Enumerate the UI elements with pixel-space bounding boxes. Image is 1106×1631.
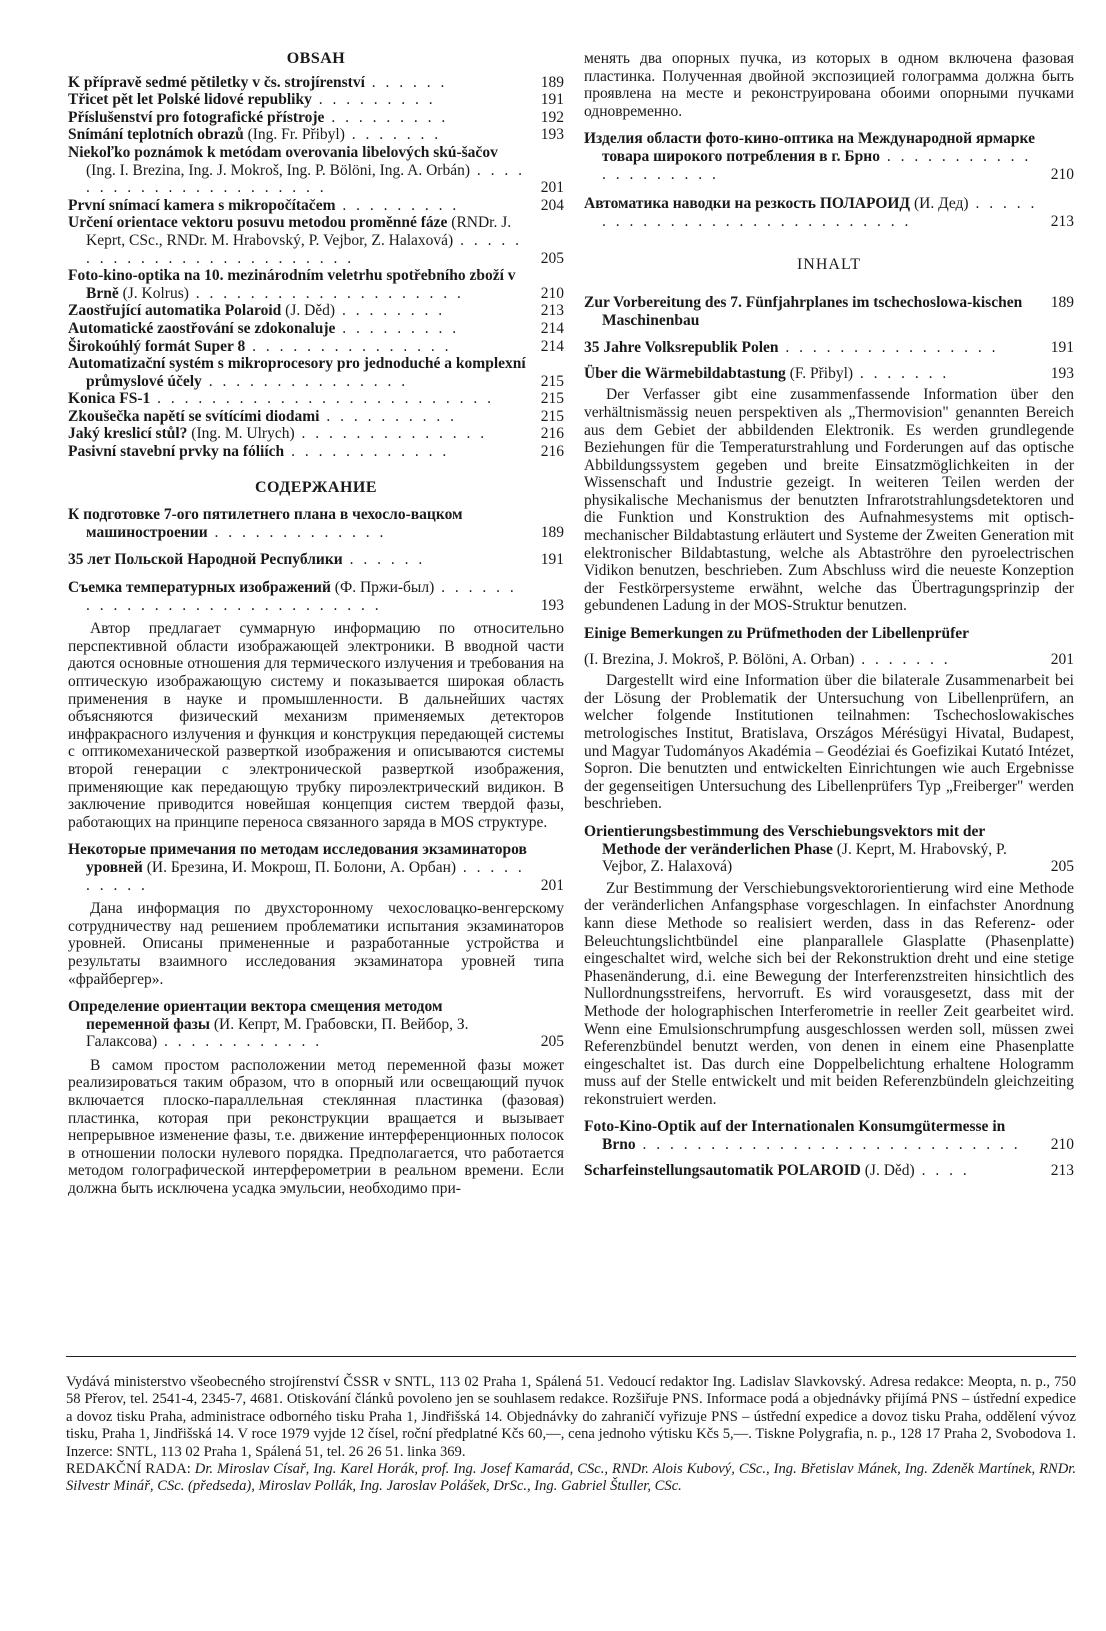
page-number: 213 <box>1050 1161 1074 1179</box>
ru-entry-authors: (И. Дед) <box>913 195 969 213</box>
de-entry-7 <box>584 1162 1074 1180</box>
leader-dots: . . . . . . . <box>344 126 442 144</box>
obsah-item <box>68 355 564 390</box>
ru-entry-4 <box>68 841 564 894</box>
obsah-item <box>68 144 564 197</box>
obsah-item <box>68 320 564 338</box>
ru-entry-title: Съемка температурных изображений <box>68 579 331 597</box>
ru-abstract-5: В самом простом расположении метод переменной фазы может реализироваться таким образом, что в опорный или освещающий пучок включается плоско-параллельная стеклянная пластинка (фазовая) пластинка, которая при реконструкции вращается и вызывает непрерывное изменение фазы, т.е. движение интерференционных полосок в отношении полоски нулевого порядка. Предполагается, что работается методом голографической интерферометрии в реальном времени. Если должна быть исключена усадка эмульсии, необходимо при- <box>68 1056 564 1198</box>
de-entry-title: Einige Bemerkungen zu Prüfmethoden der Libellenprüfer <box>584 625 970 643</box>
obsah-item <box>68 408 564 426</box>
obsah-item-title: Zaostřující automatika Polaroid <box>68 302 282 320</box>
de-abstract-4: Dargestellt wird eine Information über die bilaterale Zusammenarbeit bei der Lösung der Problematik der Untersuchung von Libellenprüfern, an welcher folgende Institutionen teilnahmen: Tschechoslowakisches metrologisches Institut, Bratislava, Országos Mérésügyi Hivatal, Budapest, und Magyar Tudományos Akadémia – Geodéziai és Goefizikai Kutató Intézet, Sopron. Die benutzten und entwickelten Einrichtungen wie auch Ergebnisse der gegenseitigen Untersuchung des Libellenprüfers Typ „Freiberger" werden beschrieben. <box>584 672 1074 813</box>
editorial-board <box>66 1461 1076 1496</box>
page-number: 193 <box>540 596 564 614</box>
obsah-item <box>68 338 564 356</box>
de-entry-title: Über die Wärmebildabtastung <box>584 364 786 382</box>
obsah-item <box>68 267 564 302</box>
page-number: 215 <box>540 407 564 425</box>
page-number: 201 <box>1050 650 1074 668</box>
ru-entry-7 <box>584 195 1074 230</box>
leader-dots: . . . . . . . . . . . . . . . . . . . . . . . . . <box>150 390 494 408</box>
leader-dots: . . . . . . . . <box>335 302 446 320</box>
ru-entry-title: 35 лет Польской Народной Республики <box>68 551 343 569</box>
right-column <box>584 50 1074 1179</box>
page-number: 193 <box>1050 364 1074 382</box>
obsah-item-authors: (J. Děd) <box>285 302 336 320</box>
obsah-item <box>68 74 564 92</box>
page-number: 215 <box>540 372 564 390</box>
de-entry-title: Foto-Kino-Optik auf der Internationalen Konsumgütermesse in Brno <box>584 1118 1006 1154</box>
de-entry-title: Scharfeinstellungsautomatik POLAROID <box>584 1161 861 1179</box>
page-number: 201 <box>540 179 564 197</box>
leader-dots: . . . . . . . . . . . . . . . . . . . . <box>602 147 1032 183</box>
de-entry-3 <box>584 365 1074 383</box>
de-entry-authors: (I. Brezina, J. Mokroš, P. Bölöni, A. Orban) <box>584 650 855 668</box>
obsah-item-title: Širokoúhlý formát Super 8 <box>68 337 246 355</box>
leader-dots: . . . . . . . . . . . . . <box>207 523 387 541</box>
obsah-item-title: Příslušenství pro fotografické přístroje <box>68 108 325 126</box>
page-number: 205 <box>1050 858 1074 876</box>
leader-dots: . . . . . . <box>342 551 426 569</box>
obsah-item-authors: (Ing. Fr. Přibyl) <box>247 126 345 144</box>
obsah-item-title: Pasivní stavební prvky na fóliích <box>68 443 285 461</box>
soderzhanie-heading: СОДЕРЖАНИЕ <box>254 478 378 496</box>
page-number: 205 <box>540 1033 564 1051</box>
page-number: 191 <box>540 551 564 569</box>
obsah-item <box>68 91 564 109</box>
leader-dots: . . . . . . . . . . . . . . . . . . . . . . . . . . . . <box>635 1136 1021 1154</box>
obsah-item-title: Třicet pět let Polské lidové republiky <box>68 91 312 109</box>
de-entry-4 <box>584 625 1074 668</box>
obsah-item-title: Foto-kino-optika na 10. mezinárodním veletrhu spotřebního zboží v Brně <box>68 267 516 302</box>
de-entry-authors: (J. Děd) <box>864 1161 915 1179</box>
obsah-item-title: Niekoľko poznámok k metódam overovania libelových skú-šačov <box>68 143 498 161</box>
editorial-board-members: Dr. Miroslav Císař, Ing. Karel Horák, prof. Ing. Josef Kamarád, CSc., RNDr. Alois Kubový, CSc., Ing. Břetislav Mánek, Ing. Zdeněk Martínek, RNDr. Silvestr Minář, CSc. (předseda), Miroslav Pollák, Ing. Jaroslav Polášek, DrSc., Ing. Gabriel Štuller, CSc. <box>66 1461 1077 1495</box>
ru-entry-1 <box>68 506 564 541</box>
de-abstract-3: Der Verfasser gibt eine zusammenfassende Information über den verhältnismässig neuen perspektiven als „Thermovision" genannten Bereich aus dem Gebiet der abbildenden Elektronik. Es werden grundlegende Beziehungen für die Temperaturstrahlung und Forderungen auf das optische Abbildungssystem gegeben und breite Einsatzmöglichkeiten in der Wissenschaft und Industrie gezeigt. In weiteren Teilen werden der physikalische Mechanismus der benutzten Infrarotstrahlungsdetektoren und die Funktion und Konstruktion des Aufnahmesystems mit optisch-mechanischer Bildabtastung erläutert und Systeme der Zweiten Generation mit elektronischer Bildabtastung, welche als Abtaströhre den pyroelectrischen Vidikon benutzen, beschrieben. Zum Abschluss wird die neueste Konzeption der Festkörpersysteme erwähnt, welche das Übertragungsprinzip der gebundenen Ladung in der MOS-Struktur benutzen. <box>584 386 1074 615</box>
leader-dots: . . . . . . . <box>854 650 951 668</box>
obsah-item-title: Automatizační systém s mikroprocesory pro jednoduché a komplexní průmyslové účely <box>68 355 526 390</box>
ru-abstract-4: Дана информация по двухсторонному чехословацко-венгерскому сотрудничеству над решением проблематики испытания экзаминаторов уровней. Описаны примененные и разработанные устройства и результаты взаимного исследования экзаминатора уровней типа «фрайбергер». <box>68 900 564 988</box>
page-number: 210 <box>1050 1136 1074 1154</box>
leader-dots: . . . . . . . . . . . . . . . . . . . . . . . . . . . . <box>602 195 1038 230</box>
de-entry-2 <box>584 339 1074 357</box>
de-entry-4-authors-line <box>584 651 1074 669</box>
de-entry-6 <box>584 1118 1074 1153</box>
ru-entry-title: Некоторые примечания по методам исследования экзаминаторов уровней <box>68 841 527 876</box>
ru-entry-3 <box>68 579 564 614</box>
left-column <box>68 50 564 1198</box>
obsah-heading: OBSAH <box>286 50 346 67</box>
obsah-list <box>68 74 564 461</box>
leader-dots: . . . . . . . . . <box>335 196 460 214</box>
page-number: 213 <box>540 302 564 320</box>
de-entry-5 <box>584 823 1074 876</box>
page-number: 191 <box>540 91 564 109</box>
obsah-item-title: K přípravě sedmé pětiletky v čs. strojírenství <box>68 73 365 91</box>
leader-dots: . . . . . . . . . . . . . . . . <box>778 339 999 357</box>
ru-abstract-5-continued: менять два опорных пучка, из которых в одном включена фазовая пластинка. Полученная двойной экспозицией голограмма должна быть проявлена на месте и реконструирована обоими опорными пучками одновременно. <box>584 50 1074 120</box>
leader-dots: . . . . . . . . . . . . <box>157 1033 323 1051</box>
page-number: 210 <box>540 284 564 302</box>
leader-dots: . . . . . . . . . <box>311 91 436 109</box>
leader-dots: . . . . . . . . . . . . . . . . . . . . <box>188 284 464 302</box>
obsah-item <box>68 302 564 320</box>
obsah-item-title: Zkoušečka napětí se svítícími diodami <box>68 407 320 425</box>
page-number: 189 <box>540 523 564 541</box>
de-entry-authors: (J. Keprt, M. Hrabovský, P. Vejbor, Z. Halaxová) <box>602 840 1007 876</box>
de-entry-title: Orientierungsbestimmung des Verschiebungsvektors mit der Methode der veränderlichen Phase <box>584 822 986 858</box>
publisher-info: Vydává ministerstvo všeobecného strojírenství ČSSR v SNTL, 113 02 Praha 1, Spálená 51. Vedoucí redaktor Ing. Ladislav Slavkovský. Adresa redakce: Meopta, n. p., 750 58 Přerov, tel. 2541-4, 2345-7, 4681. Otiskování článků povoleno jen se souhlasem redakce. Rozšiřuje PNS. Informace podá a objednávky přijímá PNS – ústřední expedice a dovoz tisku Praha, administrace odborného tisku Praha 1, Jindřišská 14. Objednávky do zahraničí vyřizuje PNS – ústřední expedice a dovoz tisku Praha, oddělení vývoz tisku, Praha 1, Jindřišská 14. V roce 1979 vyjde 12 čísel, roční předplatné Kčs 60,—, cena jednoho výtisku Kčs 5,—. Tiskne Polygrafia, n. p., 128 17 Praha 2, Svobodova 1. Inzerce: SNTL, 113 02 Praha 1, Spálená 51, tel. 26 26 51. linka 369. <box>66 1374 1076 1460</box>
leader-dots: . . . . . . . . . . . . . . . <box>245 337 452 355</box>
leader-dots: . . . . . . . . . . . . . . <box>294 425 488 443</box>
ru-entry-6 <box>584 130 1074 183</box>
ru-entry-authors: (Ф. Пржи-был) <box>334 579 435 597</box>
imprint-footer <box>66 1374 1076 1496</box>
obsah-item-title: Konica FS-1 <box>68 390 151 408</box>
de-entry-title: 35 Jahre Volksrepublik Polen <box>584 339 779 357</box>
leader-dots: . . . . . . . . . . . . . . . <box>201 372 409 390</box>
obsah-item <box>68 390 564 408</box>
obsah-item-authors: (Ing. I. Brezina, Ing. J. Mokroš, Ing. P. Bölöni, Ing. A. Orbán) <box>86 161 471 179</box>
ru-entry-5 <box>68 998 564 1051</box>
obsah-item <box>68 443 564 461</box>
page-number: 193 <box>540 126 564 144</box>
obsah-item <box>68 197 564 215</box>
leader-dots: . . . . . . . . . <box>335 319 460 337</box>
page-number: 189 <box>540 73 564 91</box>
obsah-item-title: Jaký kreslicí stůl? <box>68 425 188 443</box>
ru-entry-authors: (И. Кепрт, М. Грабовски, П. Вейбор, З. Галаксова) <box>86 1015 469 1051</box>
ru-abstract-3: Автор предлагает суммарную информацию по относительно перспективной области изображающей электроники. В вводной части даются основные отношения для термического излучения и требования на оптическую изображающую систему и показывается широкая область применения в науке и промышленности. В дальнейших частях объясняются физический механизм применяемых детекторов инфракрасного излучения и функция и конструкция передающей системы с оптикомеханической разверткой изображения и описываются системы второй генерации с электронической разверткой изображения, применяющие как передающую трубку пироэлектрический видикон. В заключение приводится новейшая концепция систем твердой фазы, работающих на принципе переноса связанного заряда в MOS структуре. <box>68 620 564 831</box>
inhalt-heading: INHALT <box>796 256 862 274</box>
leader-dots: . . . . . . . . . . <box>86 858 525 894</box>
ru-entry-title: Автоматика наводки на резкость ПОЛАРОИД <box>584 195 911 213</box>
page-number: 216 <box>540 443 564 461</box>
leader-dots: . . . . . . . <box>853 364 950 382</box>
page-number: 216 <box>540 425 564 443</box>
leader-dots: . . . . <box>914 1161 970 1179</box>
page-number: 189 <box>1050 293 1074 311</box>
obsah-item <box>68 109 564 127</box>
ru-entry-title: Определение ориентации вектора смещения методом переменной фазы <box>68 998 443 1033</box>
leader-dots: . . . . . . . . . . <box>319 407 457 425</box>
page-number: 204 <box>540 196 564 214</box>
leader-dots: . . . . . . . . . . . . . . . . . . . . . . . . . <box>86 231 522 267</box>
obsah-item-title: První snímací kamera s mikropočítačem <box>68 196 336 214</box>
obsah-item-title: Určení orientace vektoru posuvu metodou proměnné fáze <box>68 214 448 232</box>
ru-entry-title: К подготовке 7-ого пятилетнего плана в чехосло-вацком машиностроении <box>68 506 463 541</box>
page-number: 192 <box>540 108 564 126</box>
obsah-item <box>68 214 564 267</box>
page-number: 210 <box>1050 165 1074 183</box>
leader-dots: . . . . . . . . . . . . . . . . . . . . . . . . . . . . <box>86 579 517 614</box>
page-number: 214 <box>540 319 564 337</box>
page-number: 213 <box>1050 212 1074 230</box>
leader-dots: . . . . . . . . . . . . . . . . . . . . . . <box>86 161 526 197</box>
page-number: 205 <box>540 249 564 267</box>
obsah-item-authors: (RNDr. J. Keprt, CSc., RNDr. M. Hrabovský, P. Vejbor, Z. Halaxová) <box>86 214 512 249</box>
obsah-item-authors: (Ing. M. Ulrych) <box>191 425 295 443</box>
de-entry-1 <box>584 294 1074 329</box>
page-number: 215 <box>540 390 564 408</box>
de-entry-authors: (F. Přibyl) <box>789 364 854 382</box>
leader-dots: . . . . . . <box>364 73 448 91</box>
footer-divider <box>66 1356 1076 1357</box>
de-abstract-5: Zur Bestimmung der Verschiebungsvektororientierung wird eine Methode der veränderlichen Anfangsphase vorgeschlagen. In einfachster Anordnung kann diese Methode so realisiert werden, dass in das Referenz- oder Beleuchtungslichtbündel eine planparallele Glasplatte (Phasenplatte) eingeschaltet wird, welche sich bei der Rekonstruktion dreht und eine stetige Phasenänderung, d.i. eine Bewegung der Interferenzstreiten hinsichtlich des Nullordnungsstreifens, hervorruft. Es wird vorausgesetzt, dass mit der Methode der holographischen Interferometrie in reeller Zeit gearbeitet wird. Wenn eine Emulsionschrumpfung ausgeschlossen werden soll, müssen zwei Referenzbündel benutzt werden, von denen in einem eine Phasenplatte eingeschaltet ist. Das durch eine Doppelbelichtung erhaltene Hologramm muss auf der Stelle entwickelt und mit beiden Referenzbündeln gleichzeiting rekonstruiert werden. <box>584 879 1074 1108</box>
page-number: 214 <box>540 337 564 355</box>
obsah-item <box>68 425 564 443</box>
ru-entry-2 <box>68 551 564 569</box>
obsah-item-authors: (J. Kolrus) <box>122 284 189 302</box>
obsah-item-title: Automatické zaostřování se zdokonaluje <box>68 319 336 337</box>
leader-dots: . . . . . . . . . . . . <box>284 443 450 461</box>
editorial-board-label: REDAKČNÍ RADA: <box>66 1461 191 1478</box>
leader-dots: . . . . . . . . . <box>324 108 449 126</box>
page-number: 191 <box>1050 339 1074 357</box>
obsah-item-title: Snímání teplotních obrazů <box>68 126 244 144</box>
ru-entry-title: Изделия области фото-кино-оптика на Международной ярмарке товара широкого потребления в г. Брно <box>584 130 1035 165</box>
obsah-item <box>68 126 564 144</box>
ru-entry-authors: (И. Брезина, И. Мокрош, П. Болони, А. Орбан) <box>146 858 457 876</box>
de-entry-title: Zur Vorbereitung des 7. Fünfjahrplanes im tschechoslowa-kischen Maschinenbau <box>584 293 1023 329</box>
page-number: 201 <box>540 876 564 894</box>
